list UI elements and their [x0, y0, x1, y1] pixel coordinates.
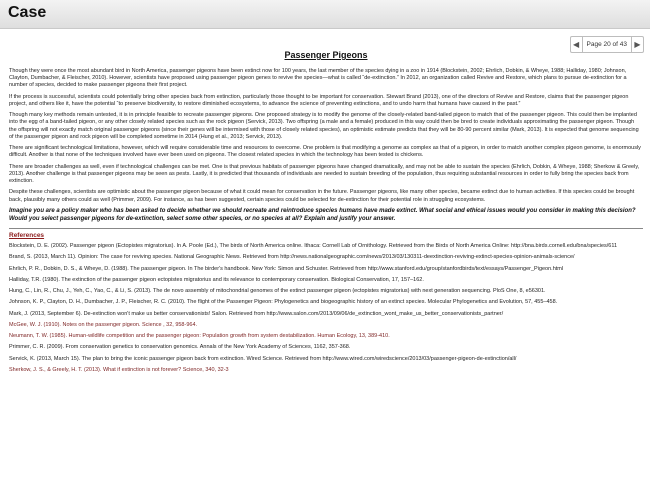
discussion-question: Imagine you are a policy maker who has been asked to decide whether we should recreate and reintroduce species humans have made extinct. What social and ethical issues would you consider in making this decision? Would you select passenger pigeons for de-extinction, select some other species, or no species at all? Explain and justify your answer. [9, 207, 636, 222]
paragraph: There are broader challenges as well, even if technological challenges can be met. One is that previous habitats of passenger pigeons have changed dramatically, and may not be able to sustain the species (Ehrlich, Dobkin, & Wheye, 1988; Sherkow & Greely, 2013). Another challenge is that passenger pigeons may be seen as pests. Lastly, it is predicted that thousands of individuals are needed to sustain breeding of the population, thus requiring substantial resources in order to fully bring the species back from extinction. [9, 163, 640, 185]
page-indicator: Page 20 of 43 [586, 41, 627, 48]
reference-item: Primmer, C. R. (2009). From conservation genetics to conservation genomics. Annals of the New York Academy of Sciences, 1162, 357-368. [9, 344, 351, 351]
paragraph: Though many key methods remain untested, it is in principle feasible to recreate passenger pigeons. One proposed strategy is to modify the genome of the closely-related band-tailed pigeon to match that of the passenger pigeon. This could then be implanted into the egg of a band-tailed pigeon, or any other closely related species such as the rock pigeon (Servick, 2013). Two offspring (a male and a female) produced in this way could then be bred to create individuals approximating the passenger pigeon. Though the offspring will not exactly match original passenger pigeons (since their genes will be intermixed with those of closely related species), an optimistic estimate predicts that they will be 80-90 percent similar (Mark, 2013). It is expected that genome sequencing of the passenger pigeon and rock pigeon will be completed sometime in 2014 (Hung et al., 2013; Servick, 2013). [9, 112, 639, 140]
reference-item: Ehrlich, P. R., Dobkin, D. S., & Wheye, D. (1988). The passenger pigeon. In The birder's handbook. New York: Simon and Schuster. Retrieved from http://www.stanford.edu/group/stanfordbirds/text/essays/Passenger_Pigeon.html [9, 265, 564, 272]
reference-item: Sherkow, J. S., & Greely, H. T. (2013). What if extinction is not forever? Science, 340, 32-3 [9, 366, 229, 373]
reference-item: Blockstein, D. E. (2002). Passenger pigeon (Ectopistes migratorius). In A. Poole (Ed.), The birds of North America online. Ithaca: Cornell Lab of Ornithology. Retrieved from the Birds of North America Online: http://bna.birds.cornell.edu/bna/species/611 [9, 243, 618, 250]
previous-page-icon[interactable]: ◀ [572, 40, 580, 49]
reference-item: Brand, S. (2013, March 11). Opinion: The case for reviving species. National Geographic News. Retrieved from http://news.nationalgeographic.com/news/2013/03/130311-deextinction-reviving-extinct-species-opinion-animals-science/ [9, 254, 575, 261]
document-body [9, 50, 643, 378]
reference-item: Mark, J. (2013, September 6). De-extinction won't make us better conservationists! Salon. Retrieved from http://www.salon.com/2013/09/06/de_extinction_wont_make_us_better_conservationists_partner/ [9, 310, 504, 317]
app-header [0, 0, 650, 29]
paragraph: Though they were once the most abundant bird in North America, passenger pigeons have been extinct now for 100 years, the last member of the species dying in a zoo in 1914 (Blockstein, 2002; Ehrlich, Dobkin, & Wheye, 1988; Halliday, 1980; Johnson, Clayton, Dumbacher, & Fleischer, 2010). However, scientists have proposed using passenger pigeon genes to revive the species—what is called “de-extinction.” In 2012, an organization called Revive and Restore, which plans to pursue de-extinction for a number of species, decided to make passenger pigeons their first project. [9, 67, 627, 89]
paragraph: Despite these challenges, scientists are optimistic about the passenger pigeon because of what it could mean for conservation in the future. Passenger pigeons, like many other species, became extinct due to human activities. If this species could be brought back, plausibly many others could as well (Primmer, 2009). For instance, as has been suggested, certain species could be selected for de-extinction for their potential role in struggling ecosystems. [9, 189, 635, 203]
reference-item: McGee, W. J. (1910). Notes on the passenger pigeon. Science , 32, 958-964. [9, 321, 198, 328]
document-title: Passenger Pigeons [284, 50, 368, 60]
reference-item: Servick, K. (2013, March 15). The plan to bring the iconic passenger pigeon back from extinction. Wired Science. Retrieved from http://www.wired.com/wiredscience/2013/03/passenger-pigeon-de-extinction/all/ [9, 355, 517, 362]
paragraph: If the process is successful, scientists could potentially bring other species back from extinction, particularly those thought to be important for conservation. Stewart Brand (2013), one of the directors of Revive and Restore, claims that the passenger pigeon project, and others like it, have the potential “to preserve biodiversity, to restore diminished ecosystems, to advance the science of preventing extinctions, and to undo harm that humans have caused in the past.” [9, 93, 629, 107]
divider [9, 228, 643, 229]
references-heading: References [9, 232, 45, 240]
reference-item: Neumann, T. W. (1985). Human-wildlife competition and the passenger pigeon: Population growth from system destabilization. Human Ecology, 13, 389-410. [9, 333, 390, 340]
reference-item: Johnson, K. P., Clayton, D. H., Dumbacher, J. P., Fleischer, R. C. (2010). The flight of the Passenger Pigeon: Phylogenetics and biogeographic history of an extinct species. Molecular Phylogenetics and Evolution, 57, 455–458. [9, 299, 558, 306]
next-page-icon[interactable]: ▶ [634, 40, 641, 49]
paragraph: There are significant technological limitations, however, which will require considerable time and resources to overcome. One problem is that modifying a genome as complex as that of a pigeon, in order to match another complex pigeon genome, is enormously difficult. Another is that none of the techniques involved have ever been used on pigeons. The closest related species in which the technology has been tested is chickens. [9, 145, 641, 159]
reference-item: Hung, C., Lin, R., Chu, J., Yeh, C., Yao, C., & Li, S. (2013). The de novo assembly of mitochondrial genomes of the extinct passenger pigeon (ectopistes migratorius) with next generation sequencing. PloS One, 8, e56301. [9, 288, 546, 295]
reference-item: Halliday, T.R. (1980). The extinction of the passenger pigeon ectopistes migratorius and its relevance to contemporary conservation. Biological Conservation, 17, 157–162. [9, 276, 424, 283]
app-title: Case [8, 4, 47, 21]
